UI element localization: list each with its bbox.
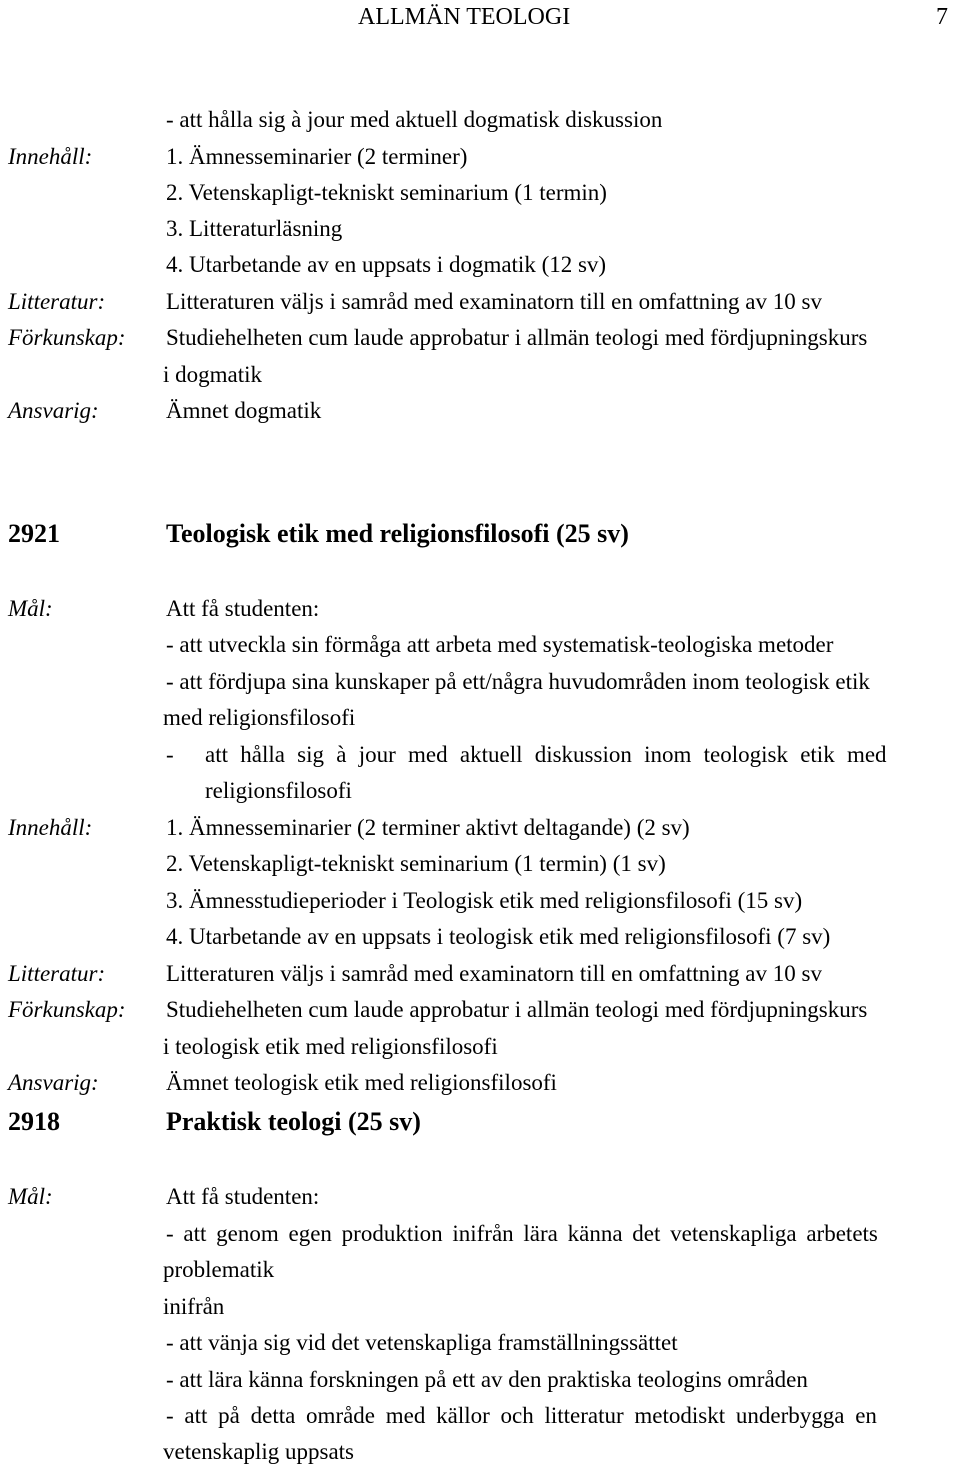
prev-innehall-item-4: 4. Utarbetande av en uppsats i dogmatik (12 sv) <box>166 252 607 277</box>
forkunskap-line-1-2921: Studiehelheten cum laude approbatur i allmän teologi med fördjupningskurs <box>166 997 868 1022</box>
mal-item-4-text-2918: - att på detta område med källor och litteratur metodiskt underbygga en <box>166 1403 877 1428</box>
mal-item-4-line-2-2918: vetenskaplig uppsats <box>163 1439 354 1464</box>
prev-ansvarig-label: Ansvarig: <box>8 398 99 423</box>
mal-intro-2921: Att få studenten: <box>166 596 320 621</box>
mal-item-1-line-2-2918: problematik <box>163 1257 275 1282</box>
ansvarig-label-2921: Ansvarig: <box>8 1070 99 1095</box>
mal-item-3-text-2921: att hålla sig à jour med aktuell diskussion inom teologisk etik med <box>205 742 887 767</box>
innehall-item-3-2921: 3. Ämnesstudieperioder i Teologisk etik med religionsfilosofi (15 sv) <box>166 888 803 913</box>
prev-innehall-item-2: 2. Vetenskapligt-tekniskt seminarium (1 termin) <box>166 180 607 205</box>
mal-item-1-line-1-2918 <box>166 1219 958 1249</box>
course-code-2921: 2921 <box>8 519 60 548</box>
forkunskap-label-2921: Förkunskap: <box>8 997 126 1022</box>
prev-forkunskap-line-1: Studiehelheten cum laude approbatur i allmän teologi med fördjupningskurs <box>166 325 868 350</box>
mal-item-3-line-2-2921: religionsfilosofi <box>205 778 352 803</box>
innehall-label-2921: Innehåll: <box>8 815 93 840</box>
prev-litteratur-label: Litteratur: <box>8 289 106 314</box>
innehall-item-1-2921: 1. Ämnesseminarier (2 terminer aktivt deltagande) (2 sv) <box>166 815 690 840</box>
mal-item-4-line-1-2918 <box>166 1401 958 1431</box>
mal-label-2921: Mål: <box>8 596 53 621</box>
innehall-item-4-2921: 4. Utarbetande av en uppsats i teologisk etik med religionsfilosofi (7 sv) <box>166 924 831 949</box>
mal-item-1-2921: - att utveckla sin förmåga att arbeta med systematisk-teologiska metoder <box>166 632 834 657</box>
mal-item-2-2921: - att fördjupa sina kunskaper på ett/några huvudområden inom teologisk etik <box>166 669 870 694</box>
prev-mal-last-item: - att hålla sig à jour med aktuell dogmatisk diskussion <box>166 107 663 132</box>
mal-item-3-dash-2921: - <box>166 742 174 767</box>
mal-item-1-line-3-2918: inifrån <box>163 1294 225 1319</box>
course-title-2921: Teologisk etik med religionsfilosofi (25 sv) <box>166 519 629 548</box>
mal-intro-2918: Att få studenten: <box>166 1184 320 1209</box>
mal-item-3-line-1-2921 <box>205 740 958 770</box>
forkunskap-line-2-2921: i teologisk etik med religionsfilosofi <box>163 1034 498 1059</box>
prev-innehall-label: Innehåll: <box>8 144 93 169</box>
mal-item-3-2918: - att lära känna forskningen på ett av den praktiska teologins områden <box>166 1367 808 1392</box>
mal-item-2-2918: - att vänja sig vid det vetenskapliga framställningssättet <box>166 1330 678 1355</box>
prev-forkunskap-label: Förkunskap: <box>8 325 126 350</box>
course-title-2918: Praktisk teologi (25 sv) <box>166 1107 421 1136</box>
prev-ansvarig-text: Ämnet dogmatik <box>166 398 322 423</box>
running-header-title: ALLMÄN TEOLOGI <box>358 4 571 30</box>
prev-innehall-item-1: 1. Ämnesseminarier (2 terminer) <box>166 144 468 169</box>
ansvarig-text-2921: Ämnet teologisk etik med religionsfilosofi <box>166 1070 557 1095</box>
litteratur-text-2921: Litteraturen väljs i samråd med examinatorn till en omfattning av 10 sv <box>166 961 822 986</box>
prev-innehall-item-3: 3. Litteraturläsning <box>166 216 343 241</box>
prev-litteratur-text: Litteraturen väljs i samråd med examinatorn till en omfattning av 10 sv <box>166 289 822 314</box>
page-number: 7 <box>936 4 948 30</box>
innehall-item-2-2921: 2. Vetenskapligt-tekniskt seminarium (1 termin) (1 sv) <box>166 851 666 876</box>
mal-label-2918: Mål: <box>8 1184 53 1209</box>
mal-item-1-text-2918: - att genom egen produktion inifrån lära känna det vetenskapliga arbetets <box>166 1221 878 1246</box>
course-code-2918: 2918 <box>8 1107 60 1136</box>
mal-item-2-cont-2921: med religionsfilosofi <box>163 705 356 730</box>
prev-forkunskap-line-2: i dogmatik <box>163 362 263 387</box>
litteratur-label-2921: Litteratur: <box>8 961 106 986</box>
